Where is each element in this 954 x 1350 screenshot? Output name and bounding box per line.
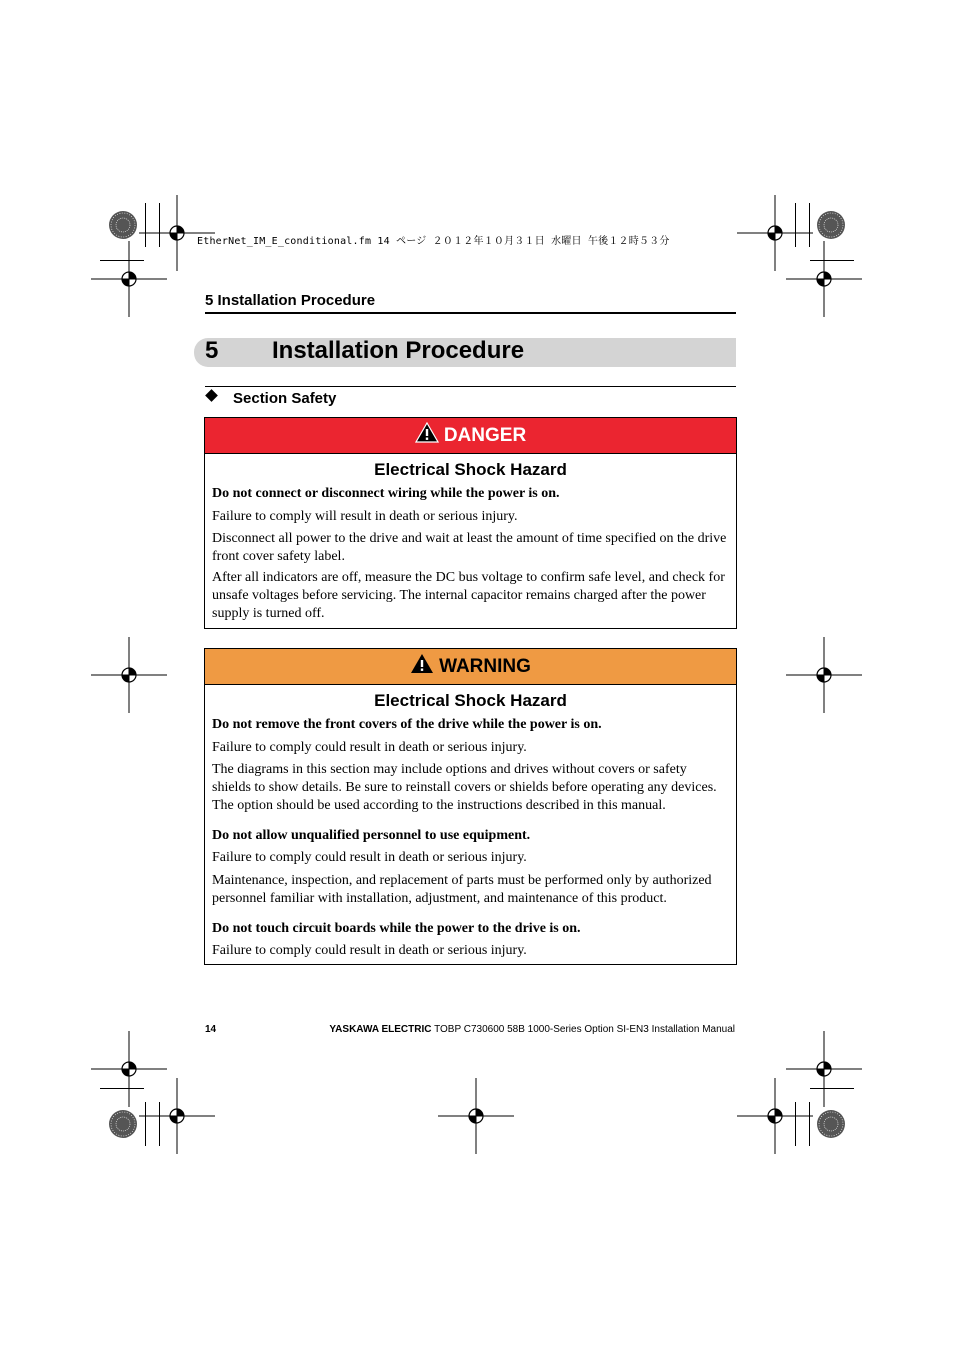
file-info: EtherNet_IM_E_conditional.fm 14 ページ ２０１２年１０月３１日 水曜日 午後１２時５３分 bbox=[197, 236, 670, 247]
running-head: 5 Installation Procedure bbox=[205, 292, 376, 309]
warning-box bbox=[204, 648, 737, 965]
subsection-title: Section Safety bbox=[233, 390, 337, 407]
footer-brand: YASKAWA ELECTRIC bbox=[329, 1024, 432, 1035]
warning-paragraph: Failure to comply could result in death or serious injury. bbox=[212, 850, 527, 865]
footer-manual: TOBP C730600 58B 1000-Series Option SI-EN3 Installation Manual bbox=[431, 1024, 735, 1035]
warning-paragraph: Maintenance, inspection, and replacement of parts must be performed only by authorized personnel familiar with installation, adjustment, and maintenance of this product. bbox=[212, 873, 712, 906]
hazard-title: Electrical Shock Hazard bbox=[374, 460, 567, 479]
section-number: 5 bbox=[205, 337, 219, 364]
warning-paragraph: Do not touch circuit boards while the power to the drive is on. bbox=[212, 921, 581, 936]
danger-header bbox=[205, 418, 736, 454]
warning-triangle-icon bbox=[415, 422, 439, 449]
section-title: Installation Procedure bbox=[272, 337, 525, 364]
warning-triangle-icon bbox=[410, 653, 434, 680]
danger-paragraph: Do not connect or disconnect wiring while the power is on. bbox=[212, 486, 560, 501]
danger-label: DANGER bbox=[443, 424, 527, 446]
warning-paragraph: Do not remove the front covers of the drive while the power is on. bbox=[212, 717, 602, 732]
danger-box bbox=[204, 417, 737, 629]
danger-paragraph: After all indicators are off, measure the DC bus voltage to confirm safe level, and check for unsafe voltages before servicing. The internal capacitor remains charged after the power supply is turned off. bbox=[212, 570, 725, 621]
warning-header bbox=[205, 649, 736, 685]
warning-paragraph: Failure to comply could result in death or serious injury. bbox=[212, 740, 527, 755]
warning-paragraph: Do not allow unqualified personnel to use equipment. bbox=[212, 828, 531, 843]
footer-text bbox=[329, 1024, 735, 1035]
danger-paragraph: Disconnect all power to the drive and wait at least the amount of time specified on the drive front cover safety label. bbox=[212, 531, 727, 564]
page-number: 14 bbox=[205, 1024, 217, 1035]
warning-paragraph: Failure to comply could result in death or serious injury. bbox=[212, 943, 527, 958]
divider bbox=[205, 312, 736, 314]
danger-paragraph: Failure to comply will result in death or serious injury. bbox=[212, 509, 518, 524]
warning-paragraph: The diagrams in this section may include options and drives without covers or safety shields to show details. Be sure to reinstall covers or shields before operating any devices. The option should be used according to the instructions described in this manual. bbox=[212, 762, 717, 813]
warning-label: WARNING bbox=[439, 655, 531, 677]
divider bbox=[205, 386, 736, 387]
hazard-title: Electrical Shock Hazard bbox=[374, 691, 567, 710]
